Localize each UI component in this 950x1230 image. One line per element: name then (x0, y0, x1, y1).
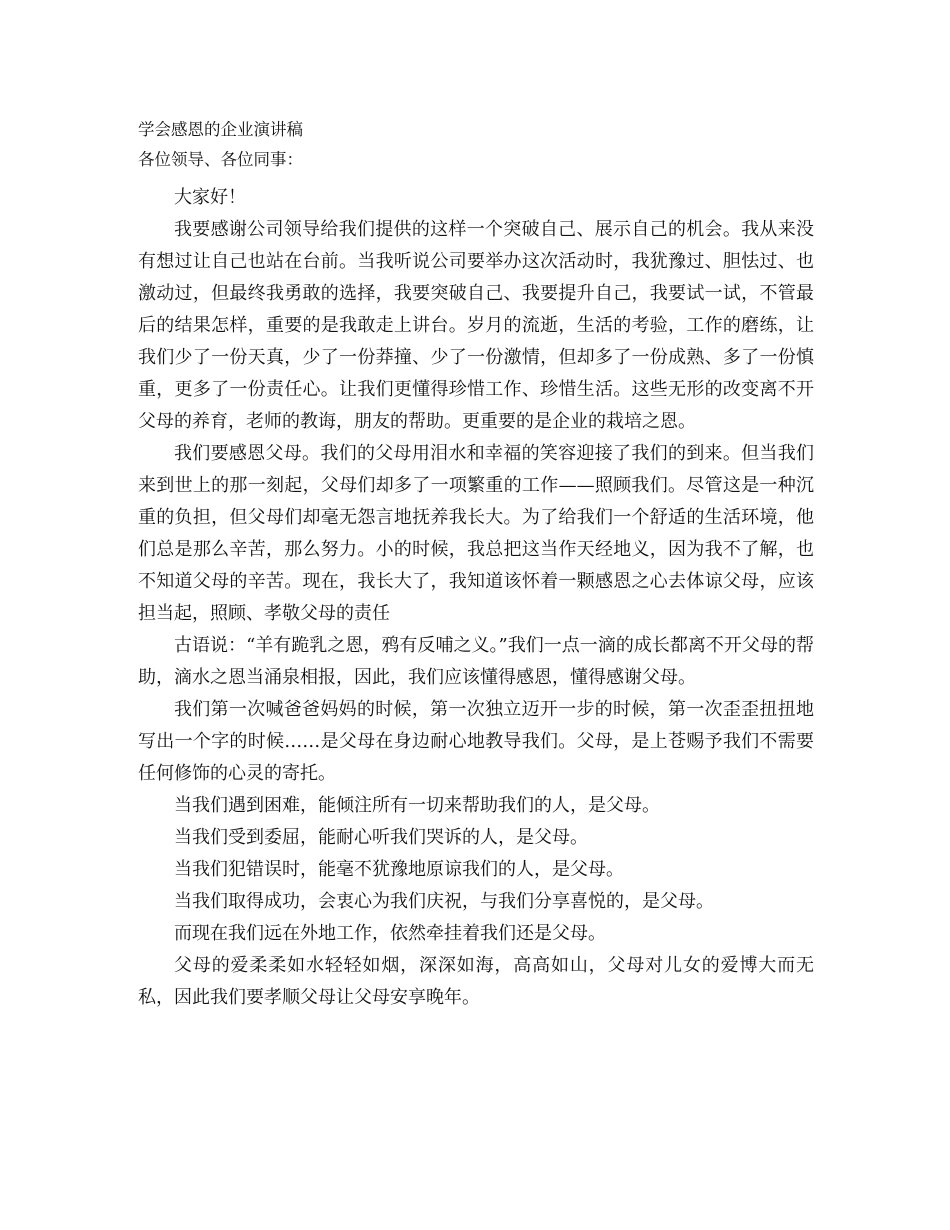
line-3: 当我们犯错误时，能毫不犹豫地原谅我们的人，是父母。 (174, 859, 624, 880)
line-4: 当我们取得成功，会衷心为我们庆祝，与我们分享喜悦的，是父母。 (174, 891, 714, 912)
line-5: 而现在我们远在外地工作，依然牵挂着我们还是父母。 (174, 923, 606, 944)
paragraph-3: 古语说：“羊有跪乳之恩，鸦有反哺之义。”我们一点一滴的成长都离不开父母的帮助，滴水之恩当涌泉相报，因此，我们应该懂得感恩，懂得感谢父母。 (138, 635, 814, 688)
paragraph-1: 我要感谢公司领导给我们提供的这样一个突破自己、展示自己的机会。我从来没有想过让自己也站在台前。当我听说公司要举办这次活动时，我犹豫过、胆怯过、也激动过，但最终我勇敢的选择，我要突破自己、我要提升自己，我要试一试，不管最后的结果怎样，重要的是我敢走上讲台。岁月的流逝，生活的考验，工作的磨练，让我们少了一份天真，少了一份莽撞、少了一份激情，但却多了一份成熟、多了一份慎重，更多了一份责任心。让我们更懂得珍惜工作、珍惜生活。这些无形的改变离不开父母的养育，老师的教诲，朋友的帮助。更重要的是企业的栽培之恩。 (138, 219, 814, 432)
closing-paragraph: 父母的爱柔柔如水轻轻如烟，深深如海，高高如山，父母对儿女的爱博大而无私，因此我们要孝顺父母让父母安享晚年。 (138, 955, 814, 1008)
document-body (138, 116, 814, 1014)
greeting: 大家好！ (174, 187, 246, 208)
paragraph-2: 我们要感恩父母。我们的父母用泪水和幸福的笑容迎接了我们的到来。但当我们来到世上的那一刻起，父母们却多了一项繁重的工作——照顾我们。尽管这是一种沉重的负担，但父母们却毫无怨言地抚养我长大。为了给我们一个舒适的生活环境，他们总是那么辛苦，那么努力。小的时候，我总把这当作天经地义，因为我不了解，也不知道父母的辛苦。现在，我长大了，我知道该怀着一颗感恩之心去体谅父母，应该担当起，照顾、孝敬父母的责任 (138, 443, 814, 624)
document-title: 学会感恩的企业演讲稿 (138, 120, 303, 139)
salutation: 各位领导、各位同事： (138, 150, 303, 169)
paragraph-4: 我们第一次喊爸爸妈妈的时候，第一次独立迈开一步的时候，第一次歪歪扭扭地写出一个字的时候……是父母在身边耐心地教导我们。父母，是上苍赐予我们不需要任何修饰的心灵的寄托。 (138, 699, 814, 784)
line-1: 当我们遇到困难，能倾注所有一切来帮助我们的人，是父母。 (174, 795, 660, 816)
line-2: 当我们受到委屈，能耐心听我们哭诉的人，是父母。 (174, 827, 588, 848)
